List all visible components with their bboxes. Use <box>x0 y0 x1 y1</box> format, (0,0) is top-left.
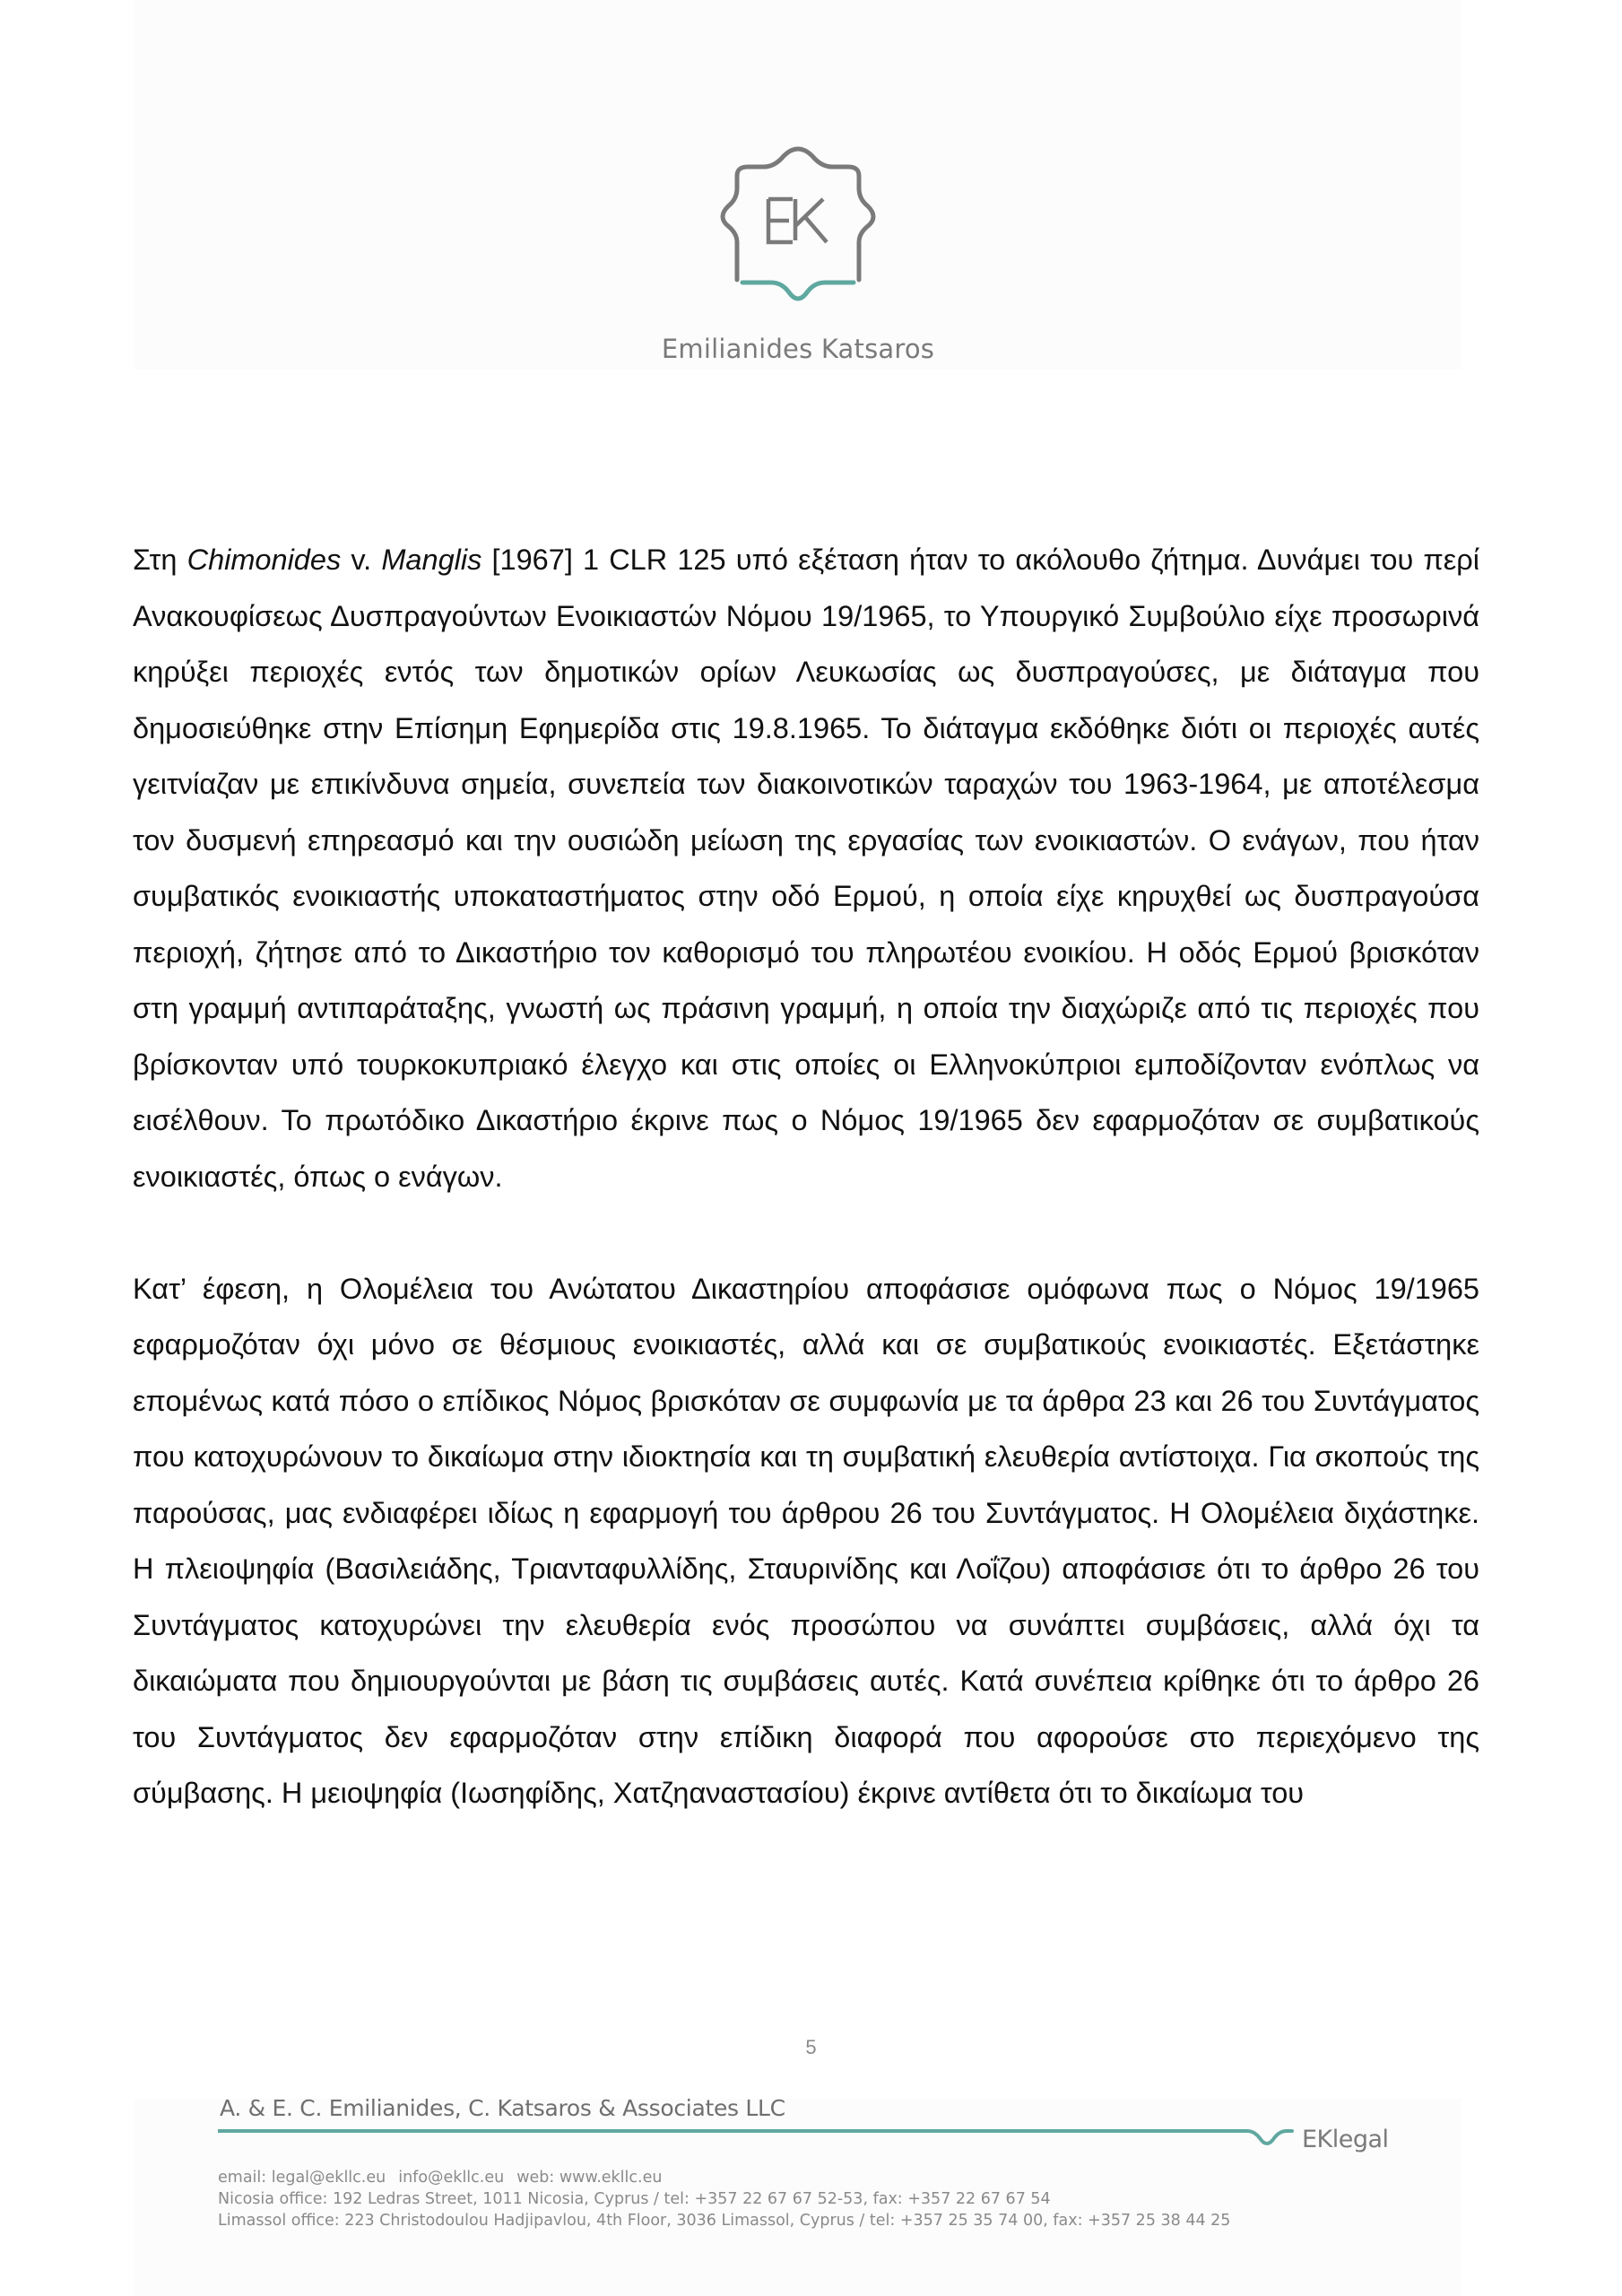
case-name-chimonides: Chimonides <box>186 544 342 576</box>
paragraph-2 <box>133 1261 1479 1822</box>
paragraph-text: Κατ’ έφεση, η Ολομέλεια του Ανώτατου Δικαστηρίου αποφάσισε ομόφωνα πως ο Νόμος 19/1965 εφαρμοζόταν όχι μόνο σε θέσμιους ενοικιαστές, αλλά και σε συμβατικούς ενοικιαστές. Εξετάστηκε επομένως κατά πόσο ο επίδικος Νόμος βρισκόταν σε συμφωνία με τα άρθρα 23 και 26 του Συντάγματος που κατοχυρώνουν το δικαίωμα στην ιδιοκτησία και τη συμβατική ελευθερία αντίστοιχα. Για σκοπούς της παρούσας, μας ενδιαφέρει ιδίως η εφαρμογή του άρθρου 26 του Συντάγματος. Η Ολομέλεια διχάστηκε. Η πλειοψηφία (Βασιλειάδης, Τριανταφυλλίδης, Σταυρινίδης και Λοΐζου) αποφάσισε ότι το άρθρο 26 του Συντάγματος κατοχυρώνει την ελευθερία ενός προσώπου να συνάπτει συμβάσεις, αλλά όχι τα δικαιώματα που δημιουργούνται με βάση τις συμβάσεις αυτές. Κατά συνέπεια κρίθηκε ότι το άρθρο 26 του Συντάγματος δεν εφαρμοζόταν στην επίδικη διαφορά που αφορούσε στο περιεχόμενο της σύμβασης. Η μειοψηφία (Ιωσηφίδης, Χατζηαναστασίου) έκρινε αντίθετα ότι το δικαίωμα του <box>133 1272 1479 1809</box>
case-name-manglis: Manglis <box>381 544 482 576</box>
paragraph-text: v. <box>341 544 382 576</box>
email-link-info[interactable]: info@ekllc.eu <box>398 2169 505 2187</box>
document-body <box>133 532 1479 1877</box>
contact-line-email <box>218 2167 1230 2188</box>
brand-name: Emilianides Katsaros <box>661 334 935 364</box>
paragraph-text: Στη <box>133 544 187 576</box>
page-number: 5 <box>805 2036 817 2058</box>
eklegal-logo: EKlegal <box>1302 2126 1389 2153</box>
email-link[interactable]: email: legal@ekllc.eu <box>218 2169 386 2187</box>
footer-rule-wave-icon <box>218 2124 1383 2160</box>
letterhead-header <box>134 0 1462 370</box>
ek-logo-icon <box>708 144 888 314</box>
paragraph-text: [1967] 1 CLR 125 υπό εξέταση ήταν το ακόλουθο ζήτημα. Δυνάμει του περί Ανακουφίσεως Δυσπραγούντων Ενοικιαστών Νόμου 19/1965, το Υπουργικό Συμβούλιο είχε προσωρινά κηρύξει περιοχές εντός των δημοτικών ορίων Λευκωσίας ως δυσπραγούσες, με διάταγμα που δημοσιεύθηκε στην Επίσημη Εφημερίδα στις 19.8.1965. Το διάταγμα εκδόθηκε διότι οι περιοχές αυτές γειτνίαζαν με επικίνδυνα σημεία, συνεπεία των διακοινοτικών ταραχών του 1963-1964, με αποτέλεσμα τον δυσμενή επηρεασμό και την ουσιώδη μείωση της εργασίας των ενοικιαστών. Ο ενάγων, που ήταν συμβατικός ενοικιαστής υποκαταστήματος στην οδό Ερμού, η οποία είχε κηρυχθεί ως δυσπραγούσα περιοχή, ζήτησε από το Δικαστήριο τον καθορισμό του πληρωτέου ενοικίου. Η οδός Ερμού βρισκόταν στη γραμμή αντιπαράταξης, γνωστή ως πράσινη γραμμή, η οποία την διαχώριζε από τις περιοχές που βρίσκονταν υπό τουρκοκυπριακό έλεγχο και στις οποίες οι Ελληνοκύπριοι εμποδίζονταν ενόπλως να εισέλθουν. Το πρωτόδικο Δικαστήριο έκρινε πως ο Νόμος 19/1965 δεν εφαρμοζόταν σε συμβατικούς ενοικιαστές, όπως ο ενάγων. <box>133 544 1479 1193</box>
firm-name: A. & E. C. Emilianides, C. Katsaros & Associates LLC <box>220 2095 785 2121</box>
limassol-office: Limassol office: 223 Christodoulou Hadjipavlou, 4th Floor, 3036 Limassol, Cyprus / tel: +357 25 35 74 00, fax: +357 25 38 44 25 <box>218 2212 1231 2230</box>
paragraph-1 <box>133 532 1479 1205</box>
contact-details <box>218 2167 1230 2231</box>
web-link[interactable]: web: www.ekllc.eu <box>516 2169 663 2187</box>
nicosia-office: Nicosia office: 192 Ledras Street, 1011 Nicosia, Cyprus / tel: +357 22 67 67 52-53, fax: +357 22 67 67 54 <box>218 2190 1051 2208</box>
